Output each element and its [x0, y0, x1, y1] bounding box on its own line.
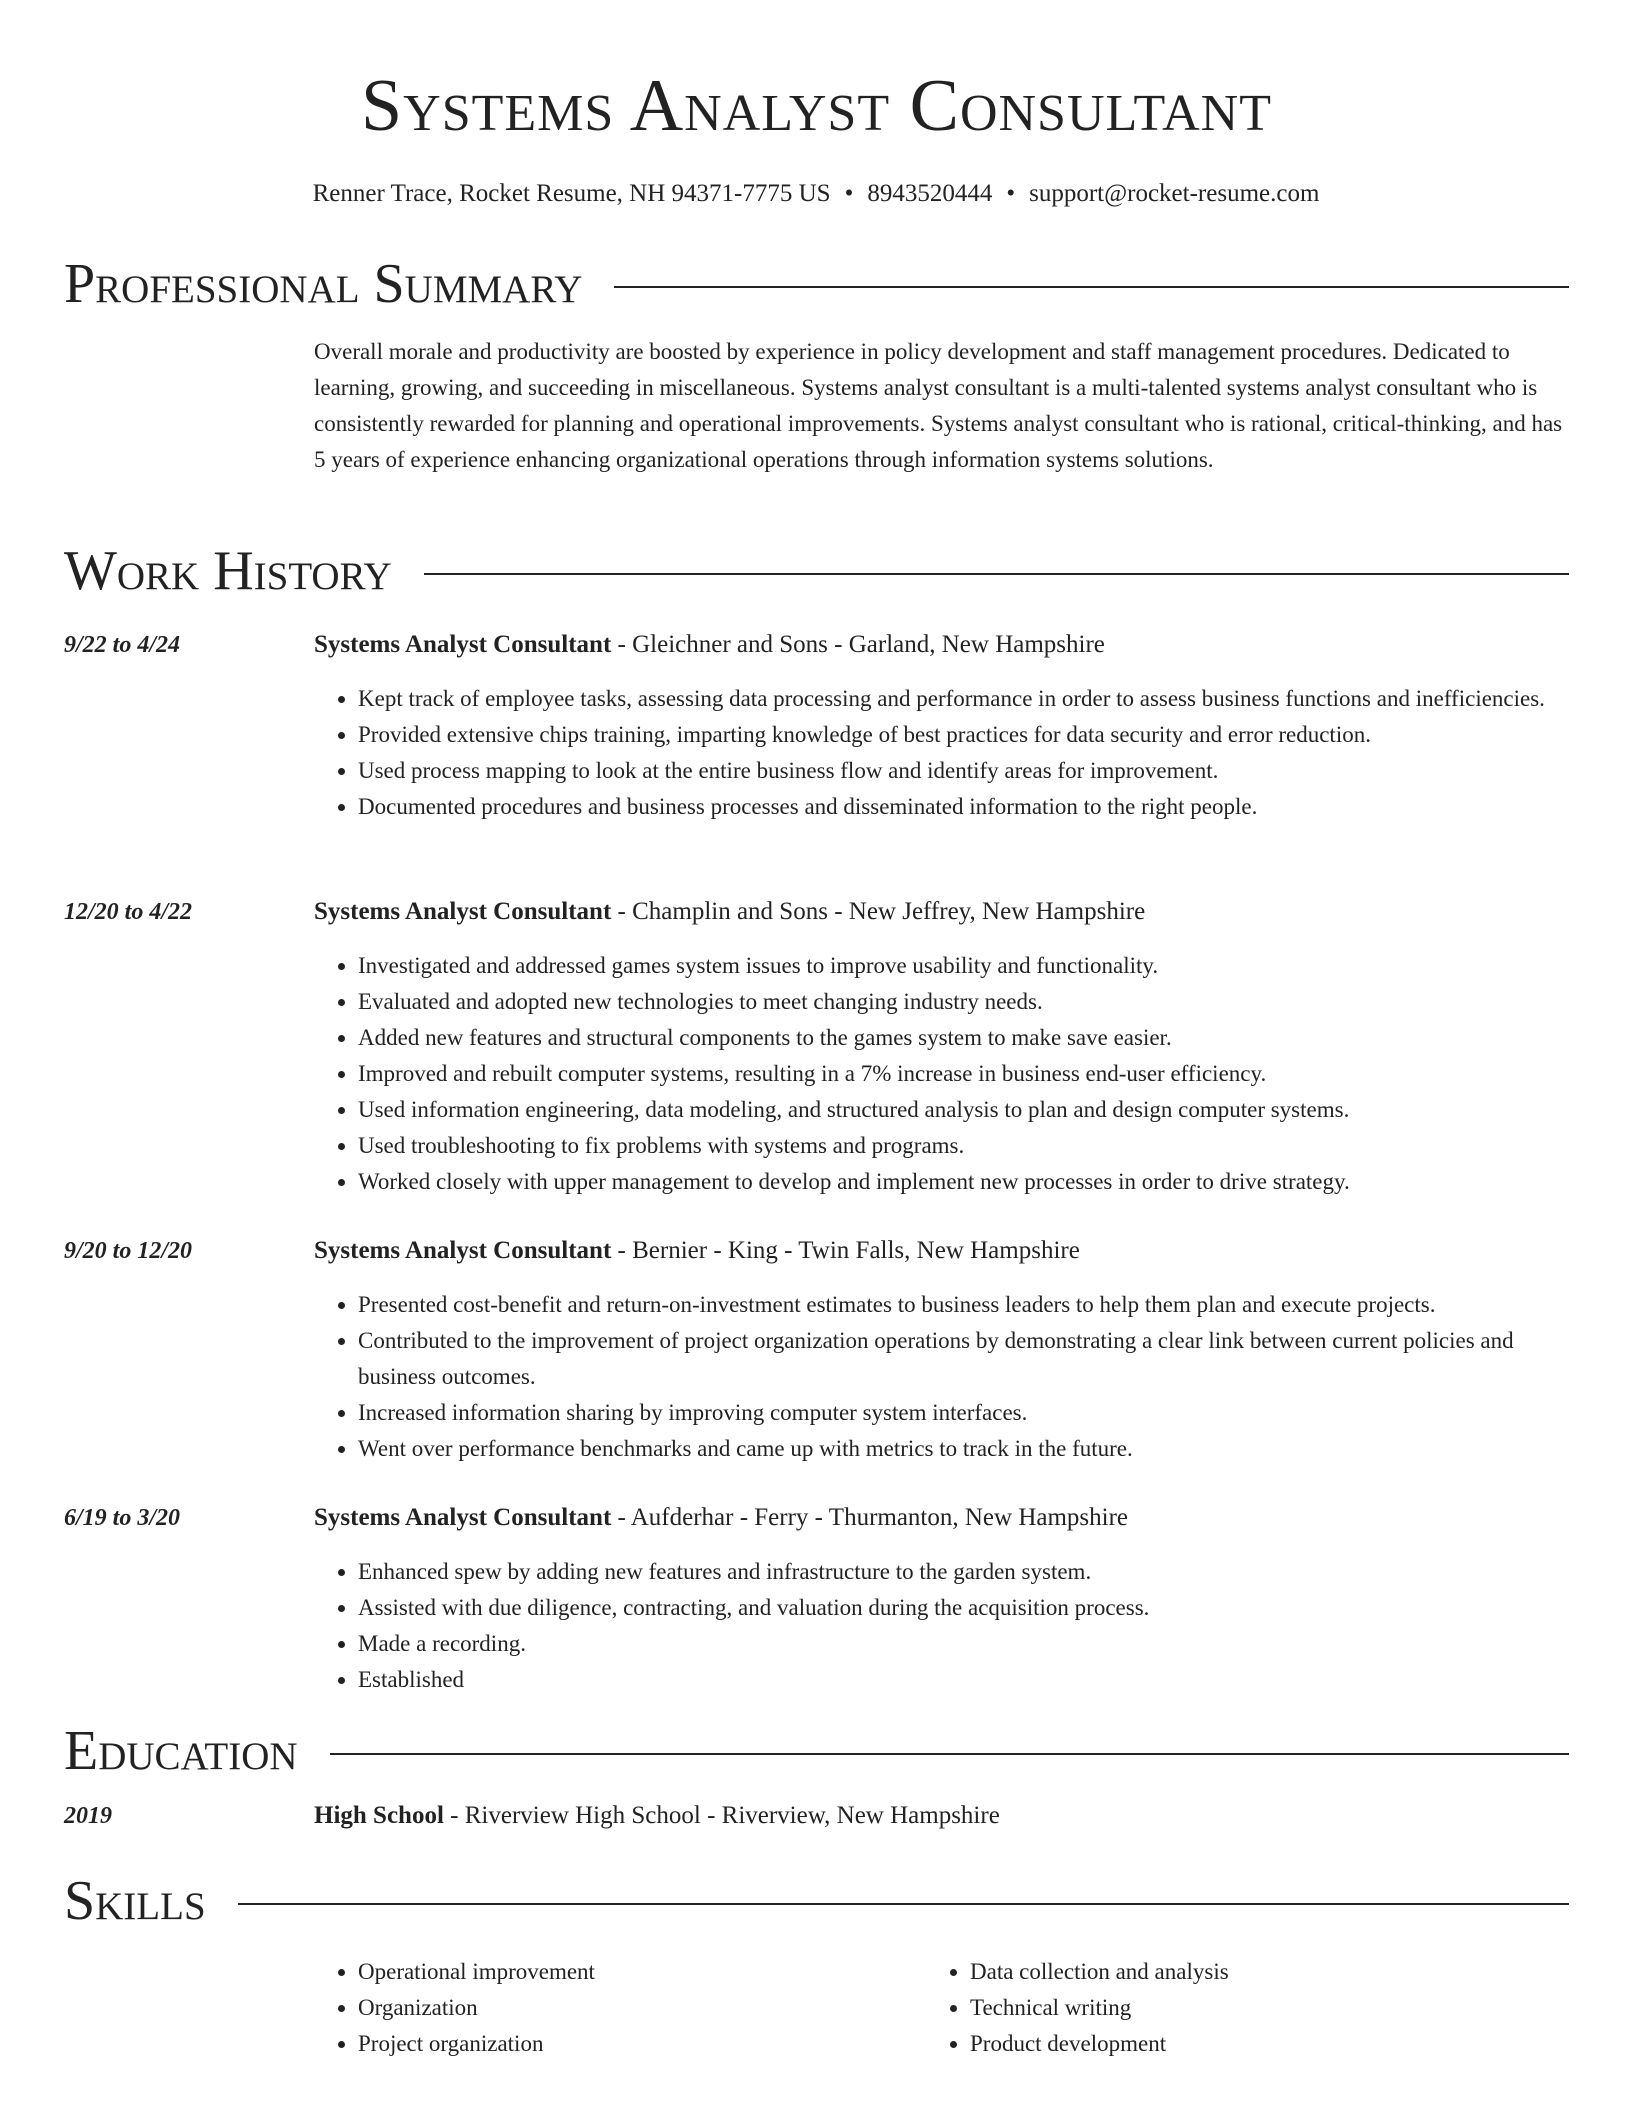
job-details: - Gleichner and Sons - Garland, New Hampshire	[611, 631, 1105, 658]
list-item: • Project organization	[358, 2026, 595, 2062]
job-role: Systems Analyst Consultant	[314, 631, 612, 658]
job-heading	[314, 894, 1145, 930]
job-bullets	[314, 948, 1569, 1200]
list-item: • Assisted with due diligence, contracting, and valuation during the acquisition process.	[358, 1590, 1569, 1626]
contact-phone: 8943520444	[867, 180, 993, 207]
list-item: • Provided extensive chips training, imparting knowledge of best practices for data security and error reduction.	[358, 717, 1569, 753]
list-item: • Went over performance benchmarks and came up with metrics to track in the future.	[358, 1431, 1569, 1467]
job-bullets	[314, 681, 1569, 825]
education-degree: High School	[314, 1802, 444, 1829]
list-item: • Product development	[970, 2026, 1229, 2062]
list-item: • Presented cost-benefit and return-on-investment estimates to business leaders to help them plan and execute projects.	[358, 1287, 1569, 1323]
list-item: • Operational improvement	[358, 1954, 595, 1990]
contact-email[interactable]: support@rocket-resume.com	[1029, 180, 1320, 207]
contact-separator: •	[1006, 180, 1016, 207]
contact-separator: •	[844, 180, 854, 207]
contact-address: Renner Trace, Rocket Resume, NH 94371-7775 US	[312, 180, 831, 207]
list-item: • Made a recording.	[358, 1626, 1569, 1662]
candidate-name: Systems Analyst Consultant	[361, 65, 1272, 147]
job-dates: 9/20 to 12/20	[64, 1238, 193, 1264]
job-dates: 12/20 to 4/22	[64, 899, 193, 925]
job-bullets	[314, 1287, 1569, 1467]
section-divider	[424, 573, 1569, 575]
skills-title: Skills	[64, 1870, 206, 1932]
section-divider	[614, 286, 1569, 288]
list-item: • Technical writing	[970, 1990, 1229, 2026]
job-role: Systems Analyst Consultant	[314, 898, 612, 925]
list-item: • Data collection and analysis	[970, 1954, 1229, 1990]
job-details: - Champlin and Sons - New Jeffrey, New Hampshire	[611, 898, 1146, 925]
list-item: • Used troubleshooting to fix problems with systems and programs.	[358, 1128, 1569, 1164]
list-item: • Documented procedures and business processes and disseminated information to the right people.	[358, 789, 1569, 825]
list-item: • Organization	[358, 1990, 595, 2026]
list-item: • Investigated and addressed games system issues to improve usability and functionality.	[358, 948, 1569, 984]
list-item: • Used information engineering, data modeling, and structured analysis to plan and design computer systems.	[358, 1092, 1569, 1128]
work-section-header	[64, 539, 1569, 603]
job-dates: 6/19 to 3/20	[64, 1505, 181, 1531]
list-item: • Improved and rebuilt computer systems, resulting in a 7% increase in business end-user efficiency.	[358, 1056, 1569, 1092]
education-year: 2019	[64, 1803, 112, 1829]
list-item: • Used process mapping to look at the entire business flow and identify areas for improvement.	[358, 753, 1569, 789]
job-details: - Bernier - King - Twin Falls, New Hampshire	[611, 1237, 1080, 1264]
list-item: • Added new features and structural components to the games system to make save easier.	[358, 1020, 1569, 1056]
section-divider	[330, 1753, 1569, 1755]
list-item: • Kept track of employee tasks, assessing data processing and performance in order to assess business functions and inefficiencies.	[358, 681, 1569, 717]
job-heading	[314, 627, 1105, 663]
skills-column-left	[314, 1954, 595, 2062]
job-heading	[314, 1500, 1128, 1536]
education-details: - Riverview High School - Riverview, New Hampshire	[443, 1802, 1000, 1829]
job-dates: 9/22 to 4/24	[64, 632, 181, 658]
list-item: • Contributed to the improvement of project organization operations by demonstrating a clear link between current policies and business outcomes.	[358, 1323, 1569, 1395]
list-item: • Increased information sharing by improving computer system interfaces.	[358, 1395, 1569, 1431]
job-role: Systems Analyst Consultant	[314, 1237, 612, 1264]
summary-section-header	[64, 252, 1569, 316]
skills-column-right	[926, 1954, 1229, 2062]
section-divider	[238, 1903, 1569, 1905]
skills-list	[314, 1954, 1569, 2074]
job-role: Systems Analyst Consultant	[314, 1504, 612, 1531]
skills-section-header	[64, 1869, 1569, 1933]
summary-title: Professional Summary	[64, 253, 583, 315]
list-item: • Enhanced spew by adding new features and infrastructure to the garden system.	[358, 1554, 1569, 1590]
job-heading	[314, 1233, 1080, 1269]
work-title: Work History	[64, 540, 392, 602]
list-item: • Worked closely with upper management to develop and implement new processes in order to drive strategy.	[358, 1164, 1569, 1200]
education-section-header	[64, 1719, 1569, 1783]
list-item: • Established	[358, 1662, 1569, 1698]
list-item: • Evaluated and adopted new technologies to meet changing industry needs.	[358, 984, 1569, 1020]
contact-line	[0, 178, 1632, 210]
job-bullets	[314, 1554, 1569, 1698]
education-title: Education	[64, 1720, 298, 1782]
education-heading	[314, 1798, 1000, 1834]
job-details: - Aufderhar - Ferry - Thurmanton, New Hampshire	[611, 1504, 1129, 1531]
summary-text: Overall morale and productivity are boosted by experience in policy development and staff management procedures. Dedicated to learning, growing, and succeeding in miscellaneous. Systems analyst consultant is a multi-talented systems analyst consultant who is consistently rewarded for planning and operational improvements. Systems analyst consultant who is rational, critical-thinking, and has 5 years of experience enhancing organizational operations through information systems solutions.	[314, 339, 1563, 472]
